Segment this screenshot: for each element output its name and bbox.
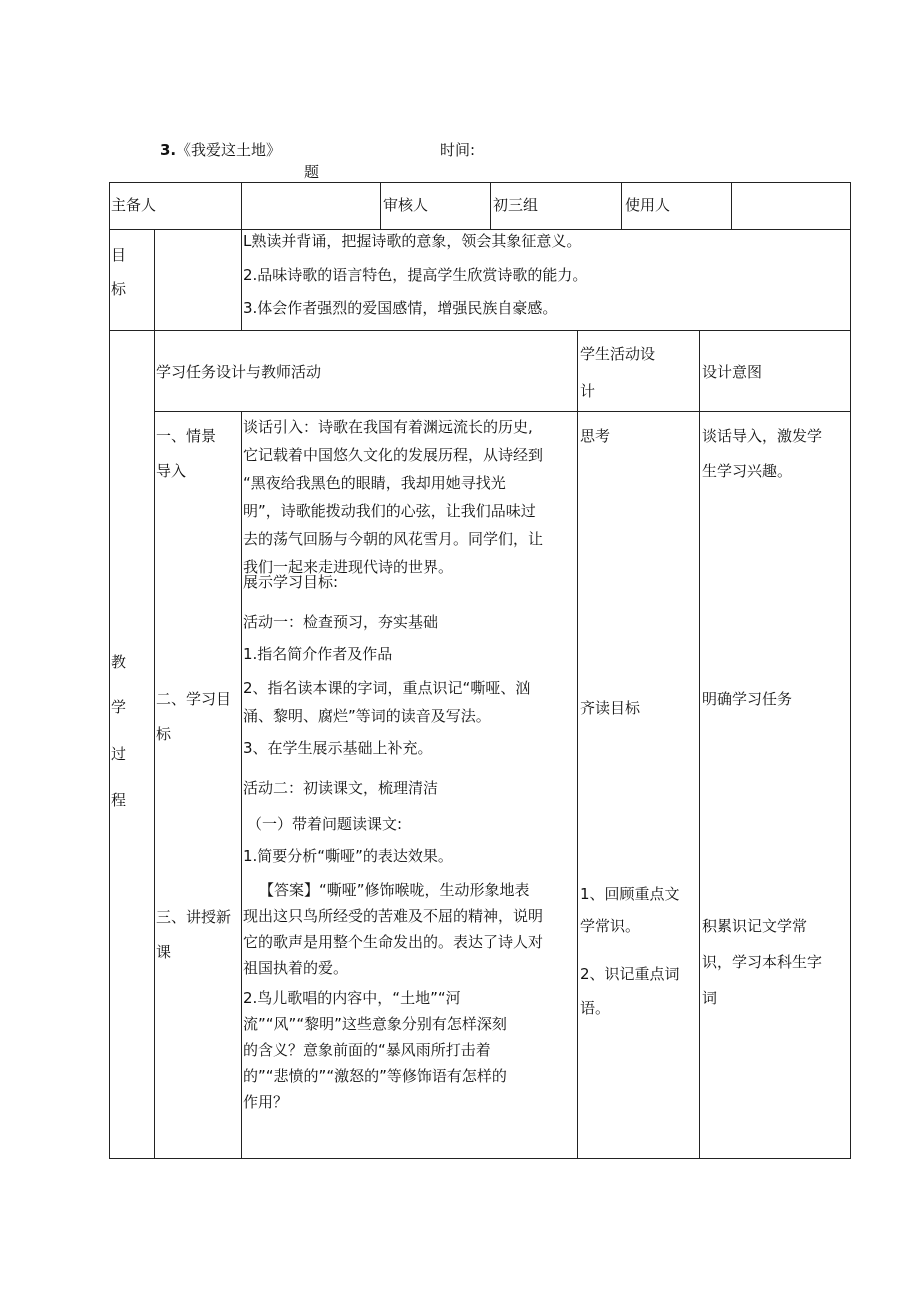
section1-student: 思考 bbox=[580, 427, 611, 445]
goal-item: 3.体会作者强烈的爱国感情，增强民族自豪感。 bbox=[243, 299, 558, 317]
section3-label: 三、讲授新 bbox=[156, 908, 232, 926]
process-label: 过 bbox=[111, 745, 127, 763]
section3-intent: 识，学习本科生字 bbox=[702, 953, 823, 971]
time-label: 时间: bbox=[440, 141, 476, 159]
process-label: 程 bbox=[111, 791, 127, 809]
section3-student: 1、回顾重点文 bbox=[580, 885, 680, 903]
user-label: 使用人 bbox=[625, 196, 671, 214]
lesson-title: 《我爱这土地》 bbox=[176, 141, 282, 159]
section3-intent: 词 bbox=[702, 989, 718, 1007]
header-student: 学生活动设 bbox=[580, 345, 656, 363]
section3-student: 语。 bbox=[580, 999, 611, 1017]
header-intent: 设计意图 bbox=[702, 363, 763, 381]
section1-intent-cont: 生学习兴趣。 bbox=[702, 462, 793, 480]
lesson-number: 3. bbox=[160, 141, 177, 159]
section3-student: 2、识记重点词 bbox=[580, 965, 680, 983]
section1-content: 我们一起来走进现代诗的世界。 bbox=[243, 558, 454, 576]
activity2: 活动二：初读课文，梳理清洁 bbox=[243, 779, 439, 797]
section2-intent: 明确学习任务 bbox=[702, 690, 793, 708]
question-2: 的”“悲愤的”“激怒的”等修饰语有怎样的 bbox=[243, 1067, 507, 1085]
reviewer-label: 审核人 bbox=[383, 196, 429, 214]
question-2: 2.鸟儿歌唱的内容中，“土地”“河 bbox=[243, 989, 461, 1007]
section1-content: “黑夜给我黑色的眼睛，我却用她寻找光 bbox=[243, 474, 506, 492]
goal-item: 2.品味诗歌的语言特色，提高学生欣赏诗歌的能力。 bbox=[243, 266, 588, 284]
activity1-item: 1.指名简介作者及作品 bbox=[243, 645, 393, 663]
preparer-label: 主备人 bbox=[111, 196, 157, 214]
goal-item: L熟读并背诵，把握诗歌的意象，领会其象征意义。 bbox=[243, 232, 582, 250]
section1-label: 一、情景 bbox=[156, 427, 217, 445]
process-label: 学 bbox=[111, 698, 127, 716]
question-2: 的含义？意象前面的“暴风雨所打击着 bbox=[243, 1041, 491, 1059]
section1-content: 它记载着中国悠久文化的发展历程，从诗经到 bbox=[243, 446, 544, 464]
section3-label-cont: 课 bbox=[156, 943, 172, 961]
section2-label-cont: 标 bbox=[156, 725, 172, 743]
section2-student: 齐读目标 bbox=[580, 699, 641, 717]
goals-label-2: 标 bbox=[111, 280, 127, 298]
section1-content: 谈话引入：诗歌在我国有着渊远流长的历史, bbox=[243, 418, 533, 436]
question-1: 1.简要分析“嘶哑”的表达效果。 bbox=[243, 847, 453, 865]
section1-content: 去的荡气回肠与今朝的风花雪月。同学们，让 bbox=[243, 530, 544, 548]
section1-intent: 谈话导入，激发学 bbox=[702, 427, 823, 445]
header-task: 学习任务设计与教师活动 bbox=[156, 363, 322, 381]
answer-text: 它的歌声是用整个生命发出的。表达了诗人对 bbox=[243, 933, 544, 951]
header-student-cont: 计 bbox=[580, 382, 596, 400]
section2-label: 二、学习目 bbox=[156, 690, 232, 708]
process-label: 教 bbox=[111, 653, 127, 671]
question-2: 流”“风”“黎明”这些意象分别有怎样深刻 bbox=[243, 1015, 507, 1033]
sub-task-1: （一）带着问题读课文: bbox=[247, 815, 403, 833]
answer-text: 【答案】“嘶哑”修饰喉咙，生动形象地表 bbox=[259, 881, 530, 899]
reviewer-value: 初三组 bbox=[493, 196, 539, 214]
answer-text: 现出这只鸟所经受的苦难及不屈的精神，说明 bbox=[243, 907, 544, 925]
show-goals: 展示学习目标: bbox=[243, 573, 339, 591]
question-2: 作用？ bbox=[243, 1093, 289, 1111]
activity1-item-cont: 涌、黎明、腐烂”等词的读音及写法。 bbox=[243, 707, 491, 725]
activity1-item: 2、指名读本课的字词，重点识记“嘶哑、汹 bbox=[243, 679, 531, 697]
section1-content: 明”，诗歌能拨动我们的心弦，让我们品味过 bbox=[243, 502, 536, 520]
goals-label-1: 目 bbox=[111, 246, 127, 264]
section3-intent: 积累识记文学常 bbox=[702, 917, 808, 935]
lesson-title-suffix: 题 bbox=[304, 163, 320, 181]
activity1-item: 3、在学生展示基础上补充。 bbox=[243, 739, 433, 757]
activity1: 活动一：检查预习，夯实基础 bbox=[243, 613, 439, 631]
section1-label-cont: 导入 bbox=[156, 462, 187, 480]
answer-text: 祖国执着的爱。 bbox=[243, 959, 349, 977]
section3-student: 学常识。 bbox=[580, 917, 641, 935]
